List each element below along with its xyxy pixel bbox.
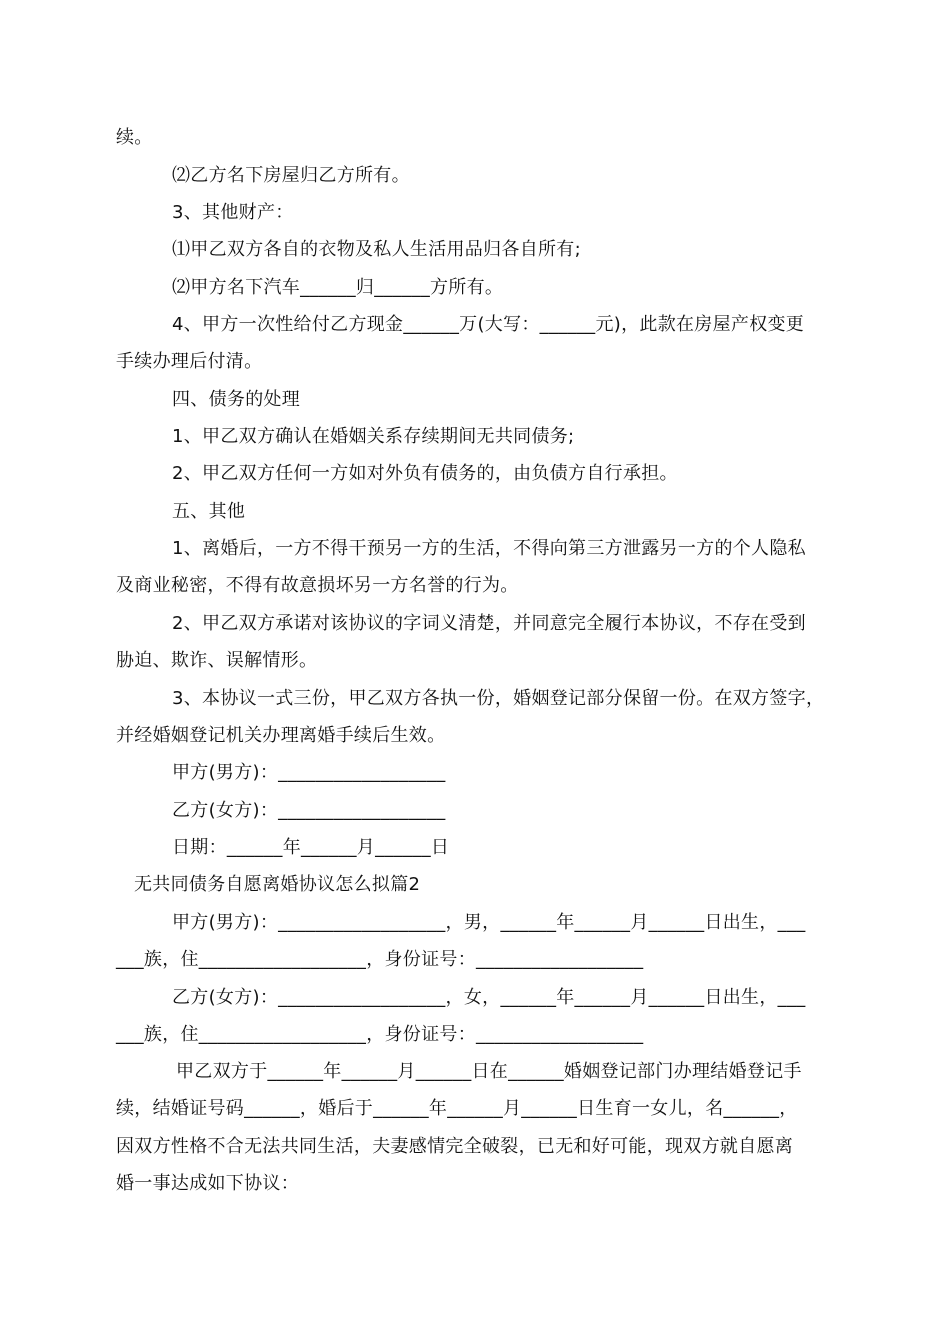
paragraph-line: 3、本协议一式三份，甲乙双方各执一份，婚姻登记部分保留一份。在双方签字， <box>172 688 825 709</box>
paragraph-line: 续。 <box>116 127 153 148</box>
paragraph-line: ⑴甲乙双方各自的衣物及私人生活用品归各自所有; <box>172 239 581 260</box>
paragraph-line: 及商业秘密，不得有故意损坏另一方名誉的行为。 <box>116 575 519 596</box>
paragraph-line: 胁迫、欺诈、误解情形。 <box>116 650 318 671</box>
section-heading: 五、其他 <box>172 501 246 522</box>
paragraph-line: 乙方(女方)：__________________，女，______年______月______日出生，___ <box>172 987 806 1008</box>
paragraph-line: ___族，住__________________，身份证号：__________________ <box>116 949 644 970</box>
signature-line-party-b: 乙方(女方)：__________________ <box>172 800 446 821</box>
section-heading: 3、其他财产： <box>172 202 294 223</box>
paragraph-line: 甲方(男方)：__________________，男，______年______月______日出生，___ <box>172 912 806 933</box>
paragraph-line: ⑵甲方名下汽车______归______方所有。 <box>172 277 504 298</box>
paragraph-line: ⑵乙方名下房屋归乙方所有。 <box>172 165 410 186</box>
paragraph-line: 2、甲乙双方承诺对该协议的字词义清楚，并同意完全履行本协议，不存在受到 <box>172 613 806 634</box>
paragraph-line: 1、甲乙双方确认在婚姻关系存续期间无共同债务; <box>172 426 575 447</box>
paragraph-line: 续，结婚证号码______，婚后于______年______月______日生育一女儿，名______， <box>116 1098 798 1119</box>
article-title: 无共同债务自愿离婚协议怎么拟篇2 <box>134 874 421 895</box>
paragraph-line: 2、甲乙双方任何一方如对外负有债务的，由负债方自行承担。 <box>172 463 678 484</box>
paragraph-line: 婚一事达成如下协议： <box>116 1173 299 1194</box>
paragraph-line: 甲乙双方于______年______月______日在______婚姻登记部门办理结婚登记手 <box>176 1061 802 1082</box>
paragraph-line: ___族，住__________________，身份证号：__________________ <box>116 1024 644 1045</box>
paragraph-line: 4、甲方一次性给付乙方现金______万(大写：______元)，此款在房屋产权变更 <box>172 314 805 335</box>
date-line: 日期：______年______月______日 <box>172 837 450 858</box>
section-heading: 四、债务的处理 <box>172 389 301 410</box>
paragraph-line: 因双方性格不合无法共同生活，夫妻感情完全破裂，已无和好可能，现双方就自愿离 <box>116 1136 794 1157</box>
paragraph-line: 1、离婚后，一方不得干预另一方的生活，不得向第三方泄露另一方的个人隐私 <box>172 538 806 559</box>
paragraph-line: 手续办理后付清。 <box>116 351 263 372</box>
paragraph-line: 并经婚姻登记机关办理离婚手续后生效。 <box>116 725 446 746</box>
signature-line-party-a: 甲方(男方)：__________________ <box>172 762 446 783</box>
